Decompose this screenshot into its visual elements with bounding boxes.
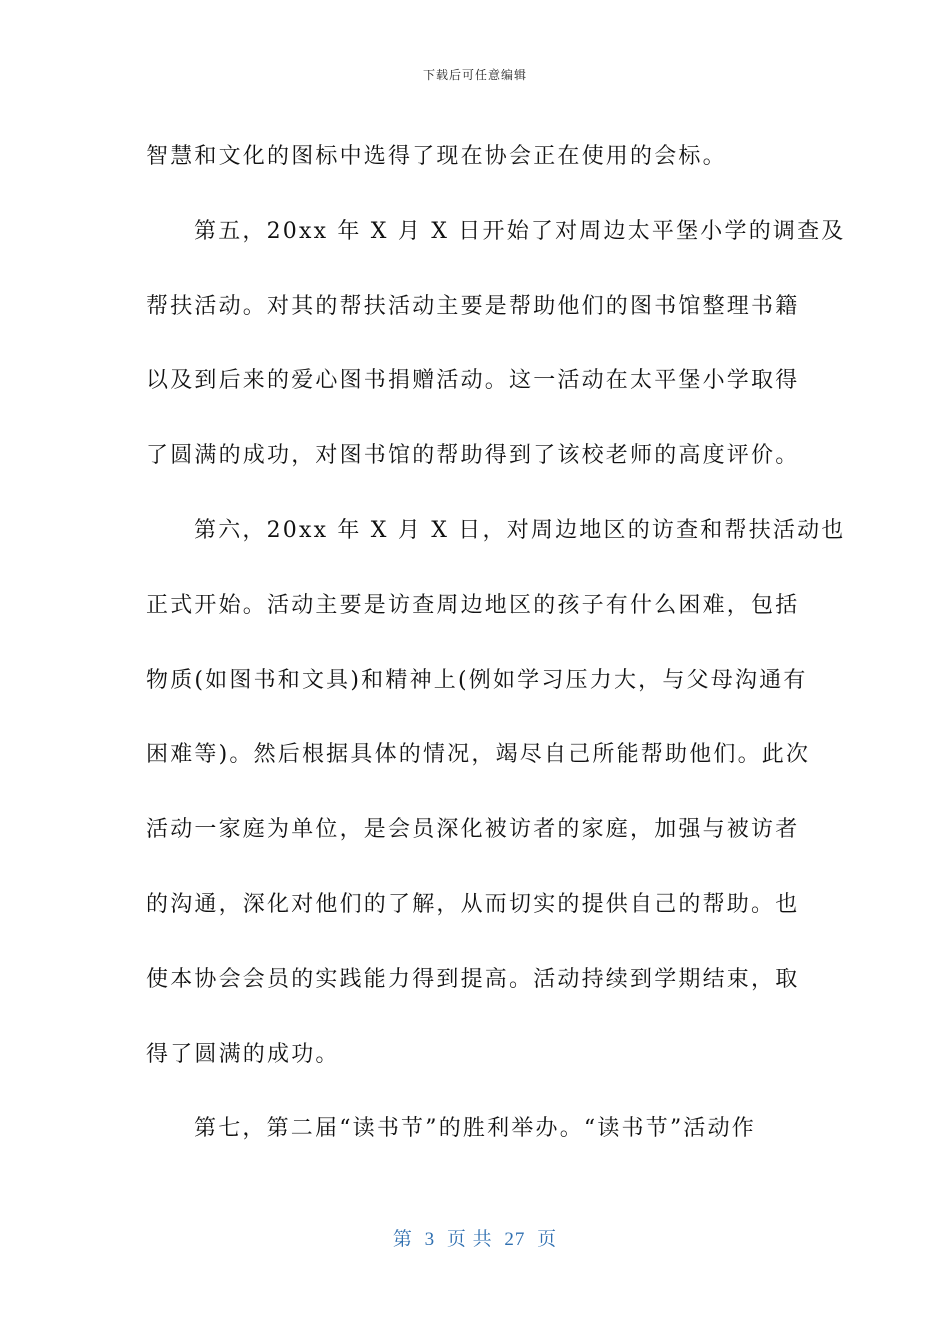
page-current: 3 — [424, 1229, 436, 1250]
text-line-7: 正式开始。活动主要是访查周边地区的孩子有什么困难，包括 — [146, 592, 800, 618]
text-line-14: 第七，第二届“读书节”的胜利举办。“读书节”活动作 — [194, 1116, 756, 1142]
text-line-2: 第五，20xx 年 X 月 X 日开始了对周边太平堡小学的调查及 — [194, 218, 846, 244]
page-total: 27 — [504, 1229, 526, 1250]
text-line-12: 使本协会会员的实践能力得到提高。活动持续到学期结束，取 — [146, 966, 800, 992]
page-number-footer — [0, 1224, 950, 1251]
text-line-3: 帮扶活动。对其的帮扶活动主要是帮助他们的图书馆整理书籍 — [146, 293, 800, 319]
header-note: 下载后可任意编辑 — [422, 68, 527, 82]
text-line-11: 的沟通，深化对他们的了解，从而切实的提供自己的帮助。也 — [146, 891, 800, 917]
text-line-4: 以及到后来的爱心图书捐赠活动。这一活动在太平堡小学取得 — [146, 368, 800, 394]
text-line-13: 得了圆满的成功。 — [146, 1041, 340, 1067]
text-line-10: 活动一家庭为单位，是会员深化被访者的家庭，加强与被访者 — [146, 817, 800, 843]
text-line-1: 智慧和文化的图标中选得了现在协会正在使用的会标。 — [146, 144, 727, 169]
page-suffix: 页 — [537, 1229, 558, 1250]
document-body — [146, 120, 846, 1167]
text-line-9: 困难等)。然后根据具体的情况，竭尽自己所能帮助他们。此次 — [146, 742, 811, 768]
page-prefix: 第 — [392, 1229, 413, 1250]
text-line-5: 了圆满的成功，对图书馆的帮助得到了该校老师的高度评价。 — [146, 443, 800, 469]
page-mid: 页 共 — [446, 1229, 493, 1250]
text-line-8: 物质(如图书和文具)和精神上(例如学习压力大，与父母沟通有 — [146, 667, 808, 693]
text-line-6: 第六，20xx 年 X 月 X 日，对周边地区的访查和帮扶活动也 — [194, 517, 846, 543]
